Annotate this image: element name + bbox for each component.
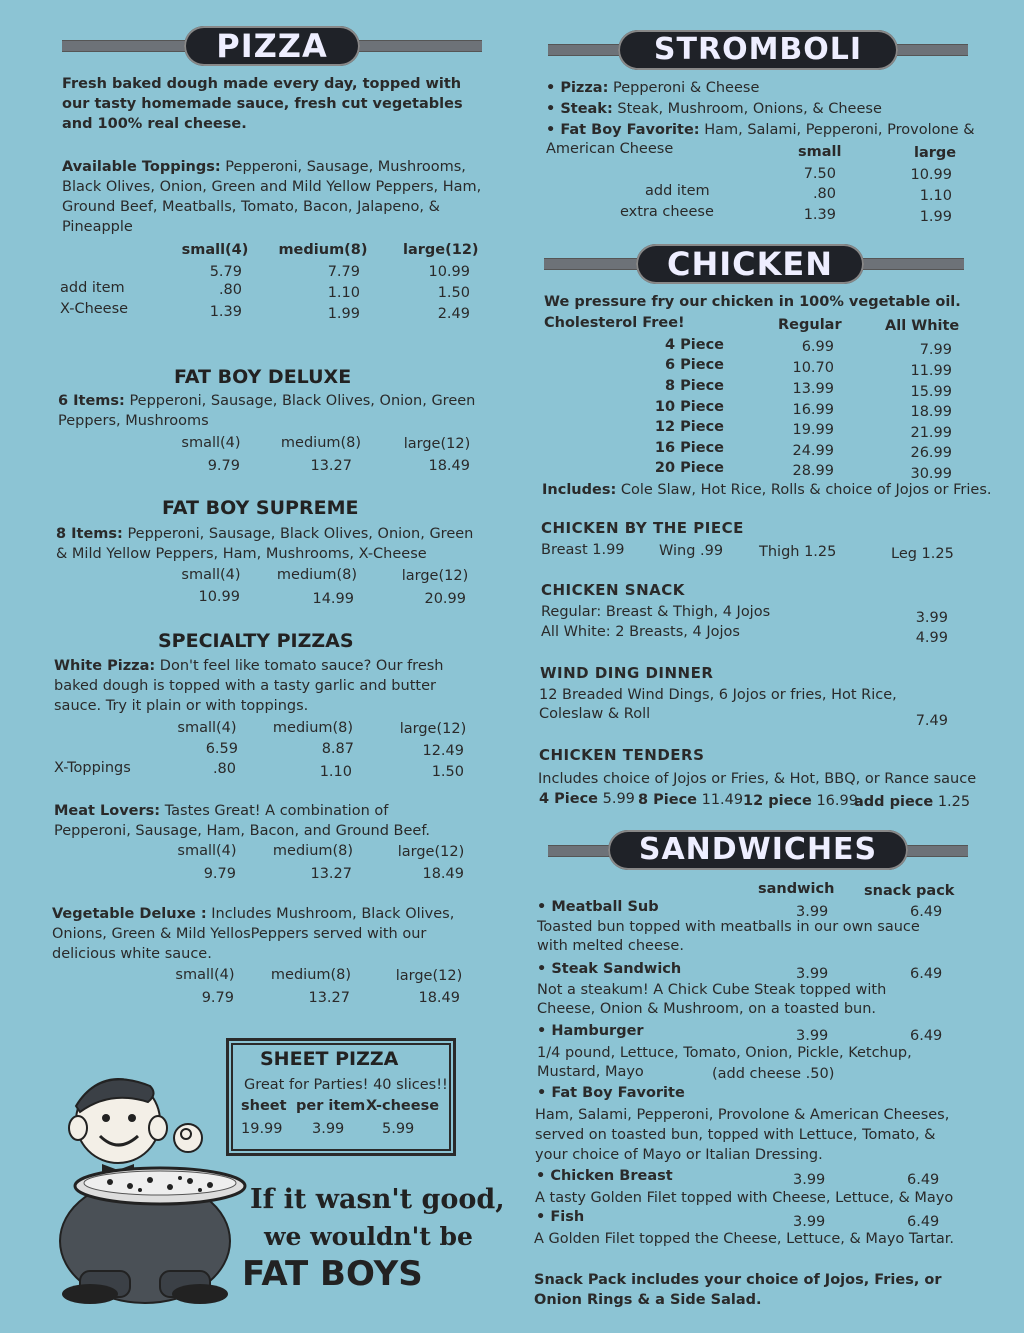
chicken-regular-price: 10.70 <box>792 360 834 376</box>
veg-price-small: 9.79 <box>201 990 234 1006</box>
veg-deluxe-desc <box>52 904 482 964</box>
meat-size-large: large(12) <box>397 844 465 860</box>
tenders-12-price: 16.99 <box>816 793 858 809</box>
tenders-4-price: 5.99 <box>602 791 635 807</box>
tenders-4-piece <box>539 789 635 809</box>
chicken-regular-price: 28.99 <box>792 463 834 479</box>
fish-desc: A Golden Filet topped the Cheese, Lettuce, & Mayo Tartar. <box>534 1231 955 1247</box>
steak-sandwich-price: 3.99 <box>796 966 829 982</box>
pizza-add-item-large: 1.50 <box>437 285 470 301</box>
pizza-price-large: 10.99 <box>428 264 470 280</box>
supreme-price-small: 10.99 <box>198 589 240 605</box>
fatboy-favorite-name: • Fat Boy Favorite <box>537 1085 685 1101</box>
deluxe-price-large: 18.49 <box>428 458 470 474</box>
sheet-price-xcheese: 5.99 <box>382 1121 415 1137</box>
stromboli-title: STROMBOLI <box>618 30 898 70</box>
meat-price-medium: 13.27 <box>310 866 352 882</box>
chicken-snack-title: CHICKEN SNACK <box>541 581 685 599</box>
fish-name: • Fish <box>536 1209 585 1225</box>
fish-snack: 6.49 <box>907 1214 940 1230</box>
stromboli-extra-large: 1.99 <box>919 209 952 225</box>
deluxe-items-label: 6 Items: <box>58 393 125 409</box>
stromboli-extra-small: 1.39 <box>803 207 836 223</box>
supreme-size-large: large(12) <box>401 568 469 584</box>
veg-deluxe-text: Includes Mushroom, Black Olives, Onions, Green & Mild YellosPeppers served with our delicious white sauce. <box>52 906 455 962</box>
stromboli-steak-desc: Steak, Mushroom, Onions, & Cheese <box>617 101 882 117</box>
white-size-large: large(12) <box>399 721 467 737</box>
supreme-size-small: small(4) <box>181 567 241 583</box>
tenders-4-label: 4 Piece <box>539 791 598 807</box>
chicken-white-price: 21.99 <box>910 425 952 441</box>
supreme-price-medium: 14.99 <box>312 591 354 607</box>
chicken-desc: We pressure fry our chicken in 100% vegetable oil. <box>544 294 961 310</box>
fat-boy-mascot-illustration <box>40 1066 270 1306</box>
supreme-price-large: 20.99 <box>424 591 466 607</box>
stromboli-large-price: 10.99 <box>910 167 952 183</box>
chicken-white-price: 26.99 <box>910 445 952 461</box>
meatball-sub-desc: Toasted bun topped with meatballs in our own sauce with melted cheese. <box>537 919 920 954</box>
pizza-title: PIZZA <box>184 26 360 66</box>
chicken-white-price: 7.99 <box>919 342 952 358</box>
stromboli-large-label: large <box>914 145 957 161</box>
chicken-regular-price: 19.99 <box>792 422 834 438</box>
pizza-size-medium: medium(8) <box>278 242 368 258</box>
xtoppings-small: .80 <box>212 761 236 777</box>
slogan-line-2: we wouldn't be <box>264 1222 473 1251</box>
supreme-size-medium: medium(8) <box>276 567 358 583</box>
supreme-items <box>56 524 476 564</box>
supreme-title: FAT BOY SUPREME <box>162 497 359 519</box>
specialty-title: SPECIALTY PIZZAS <box>158 630 354 652</box>
chicken-regular-price: 6.99 <box>801 339 834 355</box>
sheet-col-xcheese: X-cheese <box>366 1098 440 1114</box>
tenders-12-label: 12 piece <box>743 793 812 809</box>
tenders-add-price: 1.25 <box>937 794 971 810</box>
pizza-add-item-small: .80 <box>218 282 242 298</box>
tenders-8-piece <box>638 790 743 810</box>
snack-regular: Regular: Breast & Thigh, 4 Jojos <box>541 604 771 620</box>
sheet-price-sheet: 19.99 <box>241 1121 283 1137</box>
snack-white: All White: 2 Breasts, 4 Jojos <box>541 624 740 640</box>
by-piece-wing: Wing .99 <box>659 543 724 559</box>
chicken-breast-snack: 6.49 <box>907 1172 940 1188</box>
pizza-xcheese-medium: 1.99 <box>327 306 360 322</box>
deluxe-size-large: large(12) <box>403 436 471 452</box>
chicken-includes-label: Includes: <box>542 482 617 498</box>
chicken-regular-price: 24.99 <box>792 443 834 459</box>
deluxe-items-list: Pepperoni, Sausage, Black Olives, Onion, Green Peppers, Mushrooms <box>58 393 476 429</box>
veg-price-medium: 13.27 <box>308 990 350 1006</box>
by-piece-thigh: Thigh 1.25 <box>759 544 837 560</box>
hamburger-snack: 6.49 <box>910 1028 943 1044</box>
xtoppings-large: 1.50 <box>431 764 464 780</box>
meat-size-small: small(4) <box>177 843 237 859</box>
stromboli-pizza-desc: Pepperoni & Cheese <box>613 80 760 96</box>
veg-size-large: large(12) <box>395 968 463 984</box>
tenders-add-piece <box>854 792 970 812</box>
chicken-cholesterol: Cholesterol Free! <box>544 315 685 331</box>
pizza-add-item-medium: 1.10 <box>327 285 360 301</box>
stromboli-fatboy-cont: American Cheese <box>546 141 674 157</box>
tenders-title: CHICKEN TENDERS <box>539 746 705 764</box>
chicken-piece: 20 Piece <box>654 460 724 476</box>
meatball-sub-name: • Meatball Sub <box>537 899 659 915</box>
stromboli-add-item-small: .80 <box>812 186 836 202</box>
white-size-medium: medium(8) <box>272 720 354 736</box>
sheet-desc: Great for Parties! 40 slices!! <box>244 1077 448 1093</box>
stromboli-extra-label: extra cheese <box>620 204 714 220</box>
chicken-breast-desc: A tasty Golden Filet topped with Cheese, Lettuce, & Mayo <box>535 1190 954 1206</box>
tenders-12-piece <box>743 791 858 811</box>
hamburger-name: • Hamburger <box>537 1023 644 1039</box>
snack-white-price: 4.99 <box>915 630 948 646</box>
snack-pack-note: Snack Pack includes your choice of Jojos, Fries, or Onion Rings & a Side Salad. <box>534 1272 942 1308</box>
chicken-by-piece-title: CHICKEN BY THE PIECE <box>541 519 744 537</box>
deluxe-title: FAT BOY DELUXE <box>174 366 352 388</box>
white-size-small: small(4) <box>177 720 237 736</box>
slogan-line-1: If it wasn't good, <box>250 1184 505 1215</box>
stromboli-add-item-large: 1.10 <box>919 188 952 204</box>
deluxe-size-medium: medium(8) <box>280 435 362 451</box>
steak-sandwich-desc: Not a steakum! A Chick Cube Steak topped with Cheese, Onion & Mushroom, on a toasted bun. <box>537 982 887 1017</box>
deluxe-items <box>58 391 478 431</box>
chicken-piece: 16 Piece <box>654 440 724 456</box>
stromboli-small-price: 7.50 <box>803 166 836 182</box>
chicken-piece: 12 Piece <box>654 419 724 435</box>
slogan-line-3: FAT BOYS <box>242 1254 423 1294</box>
white-pizza-text: Don't feel like tomato sauce? Our fresh baked dough is topped with a tasty garlic and butter sauce. Try it plain or with toppings. <box>54 658 444 714</box>
chicken-piece: 10 Piece <box>654 399 724 415</box>
sandwiches-title: SANDWICHES <box>608 830 908 870</box>
pizza-add-item-label: add item <box>60 280 125 296</box>
veg-size-small: small(4) <box>175 967 235 983</box>
meatball-sub-price: 3.99 <box>796 904 829 920</box>
stromboli-fatboy-label: • Fat Boy Favorite: <box>546 122 700 138</box>
deluxe-size-small: small(4) <box>181 435 241 451</box>
pizza-xcheese-label: X-Cheese <box>60 301 129 317</box>
chicken-regular-label: Regular <box>778 317 842 333</box>
stromboli-item-fatboy <box>546 120 975 140</box>
tenders-desc: Includes choice of Jojos or Fries, & Hot, BBQ, or Rance sauce <box>538 771 977 787</box>
chicken-breast-price: 3.99 <box>793 1172 826 1188</box>
veg-price-large: 18.49 <box>418 990 460 1006</box>
col-sandwich: sandwich <box>758 881 835 897</box>
meat-price-small: 9.79 <box>203 866 236 882</box>
toppings-label: Available Toppings: <box>62 159 221 175</box>
veg-deluxe-label: Vegetable Deluxe : <box>52 906 207 922</box>
by-piece-breast: Breast 1.99 <box>541 542 625 558</box>
col-snack-pack: snack pack <box>864 883 955 899</box>
supreme-items-label: 8 Items: <box>56 526 123 542</box>
white-pizza-desc <box>54 656 474 716</box>
hamburger-desc: 1/4 pound, Lettuce, Tomato, Onion, Pickle, Ketchup, <box>537 1045 912 1061</box>
chicken-white-price: 30.99 <box>910 466 952 482</box>
pizza-toppings <box>62 157 487 237</box>
meat-size-medium: medium(8) <box>272 843 354 859</box>
pizza-price-medium: 7.79 <box>327 264 360 280</box>
chicken-white-price: 15.99 <box>910 384 952 400</box>
pizza-price-small: 5.79 <box>209 264 242 280</box>
pizza-description: Fresh baked dough made every day, topped with our tasty homemade sauce, fresh cut vegetables and 100% real cheese. <box>62 76 463 132</box>
sheet-title: SHEET PIZZA <box>260 1048 399 1070</box>
chicken-white-price: 11.99 <box>910 363 952 379</box>
stromboli-item-steak <box>546 99 882 119</box>
chicken-piece: 6 Piece <box>665 357 724 373</box>
snack-regular-price: 3.99 <box>915 610 948 626</box>
tenders-add-label: add piece <box>854 794 934 810</box>
stromboli-small-label: small <box>798 144 842 160</box>
fatboy-favorite-desc: Ham, Salami, Pepperoni, Provolone & American Cheeses, served on toasted bun, topped with Lettuce, Tomato, & your choice of Mayo or Italian Dressing. <box>535 1107 950 1163</box>
deluxe-price-small: 9.79 <box>207 458 240 474</box>
pizza-xcheese-small: 1.39 <box>209 304 242 320</box>
stromboli-item-pizza <box>546 78 759 98</box>
xtoppings-medium: 1.10 <box>319 764 352 780</box>
fish-price: 3.99 <box>793 1214 826 1230</box>
white-pizza-label: White Pizza: <box>54 658 156 674</box>
sheet-price-per-item: 3.99 <box>312 1121 345 1137</box>
supreme-items-list: Pepperoni, Sausage, Black Olives, Onion, Green & Mild Yellow Peppers, Ham, Mushrooms, X-Cheese <box>56 526 474 562</box>
sheet-col-sheet: sheet <box>241 1098 287 1114</box>
steak-sandwich-snack: 6.49 <box>910 966 943 982</box>
white-price-small: 6.59 <box>205 741 238 757</box>
meat-lovers-desc <box>54 801 454 841</box>
chicken-white-label: All White <box>885 318 960 334</box>
chicken-includes-text: Cole Slaw, Hot Rice, Rolls & choice of Jojos or Fries. <box>620 482 992 498</box>
chicken-piece: 8 Piece <box>665 378 724 394</box>
chicken-title: CHICKEN <box>636 244 864 284</box>
by-piece-leg: Leg 1.25 <box>891 546 954 562</box>
tenders-8-price: 11.49 <box>701 792 744 808</box>
stromboli-fatboy-desc: Ham, Salami, Pepperoni, Provolone & <box>704 122 975 138</box>
chicken-includes <box>542 480 992 500</box>
pizza-xcheese-large: 2.49 <box>437 306 470 322</box>
chicken-white-price: 18.99 <box>910 404 952 420</box>
hamburger-add-cheese: (add cheese .50) <box>712 1066 835 1082</box>
wind-ding-desc-2: Coleslaw & Roll <box>539 706 651 722</box>
white-price-large: 12.49 <box>422 743 464 759</box>
stromboli-add-item-label: add item <box>645 183 710 199</box>
xtoppings-label: X-Toppings <box>54 760 131 776</box>
sheet-col-per-item: per item <box>296 1098 366 1114</box>
white-price-medium: 8.87 <box>321 741 354 757</box>
chicken-piece: 4 Piece <box>665 337 724 353</box>
hamburger-price: 3.99 <box>796 1028 829 1044</box>
steak-sandwich-name: • Steak Sandwich <box>537 961 682 977</box>
wind-ding-price: 7.49 <box>915 713 948 729</box>
deluxe-price-medium: 13.27 <box>310 458 352 474</box>
chicken-breast-name: • Chicken Breast <box>536 1168 673 1184</box>
meat-price-large: 18.49 <box>422 866 464 882</box>
pizza-size-small: small(4) <box>181 242 249 258</box>
wind-ding-desc-1: 12 Breaded Wind Dings, 6 Jojos or fries, Hot Rice, <box>539 687 897 703</box>
hamburger-desc-2: Mustard, Mayo <box>537 1064 644 1080</box>
chicken-regular-price: 13.99 <box>792 381 834 397</box>
meatball-sub-snack: 6.49 <box>910 904 943 920</box>
chicken-regular-price: 16.99 <box>792 402 834 418</box>
veg-size-medium: medium(8) <box>270 967 352 983</box>
meat-lovers-label: Meat Lovers: <box>54 803 161 819</box>
stromboli-pizza-label: • Pizza: <box>546 80 609 96</box>
stromboli-steak-label: • Steak: <box>546 101 613 117</box>
tenders-8-label: 8 Piece <box>638 792 697 808</box>
toppings-list: Pepperoni, Sausage, Mushrooms, Black Olives, Onion, Green and Mild Yellow Peppers, Ham, Ground Beef, Meatballs, Tomato, Bacon, Jalapeno, & Pineapple <box>62 159 482 235</box>
pizza-size-large: large(12) <box>403 242 479 258</box>
wind-ding-title: WIND DING DINNER <box>540 664 714 682</box>
meat-lovers-text: Tastes Great! A combination of Pepperoni, Sausage, Ham, Bacon, and Ground Beef. <box>54 803 430 839</box>
